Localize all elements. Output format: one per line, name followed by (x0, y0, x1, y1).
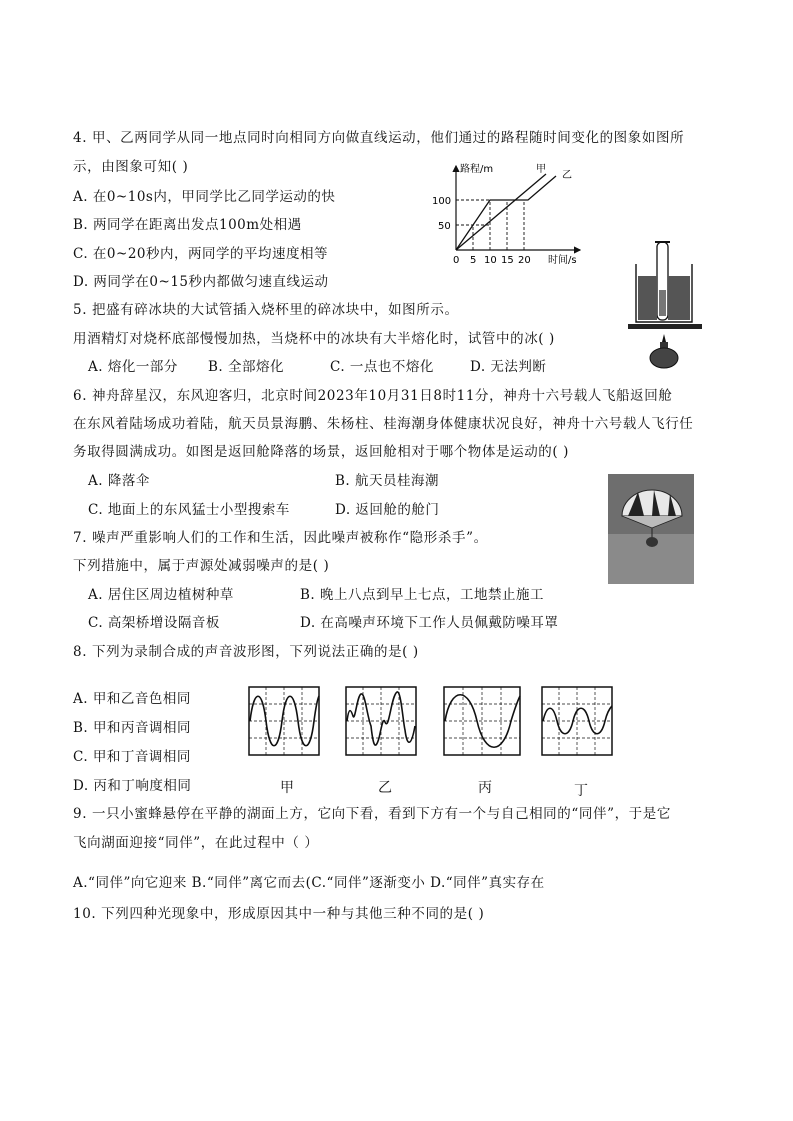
q10-stem-line1: 10. 下列四种光现象中，形成原因其中一种与其他三种不同的是( ) (73, 906, 485, 922)
q8-option-a: A. 甲和乙音色相同 (73, 691, 191, 707)
q4-option-d: D. 两同学在0~15秒内都做匀速直线运动 (73, 274, 329, 290)
x-tick-0: 0 (453, 255, 460, 266)
q5-stem-line2: 用酒精灯对烧杯底部慢慢加热，当烧杯中的冰块有大半熔化时，试管中的冰( ) (73, 331, 555, 347)
q8-option-c: C. 甲和丁音调相同 (73, 749, 191, 765)
q7-option-d: D. 在高噪声环境下工作人员佩戴防噪耳罩 (300, 615, 559, 631)
waveform-yi (345, 686, 417, 756)
q9-stem-line2: 飞向湖面迎接“同伴”，在此过程中（ ） (73, 835, 319, 851)
q6-stem-line1: 6. 神舟辞星汉，东风迎客归，北京时间2023年10月31日8时11分，神舟十六号载人飞船返回舱 (73, 388, 673, 404)
q7-option-c: C. 高架桥增设隔音板 (88, 615, 220, 631)
series-jia-line (456, 174, 546, 250)
crushed-ice-right (668, 276, 690, 320)
q8-stem-line1: 8. 下列为录制合成的声音波形图，下列说法正确的是( ) (73, 644, 419, 660)
q4-stem-line1: 4. 甲、乙两同学从同一地点同时向相同方向做直线运动，他们通过的路程随时间变化的图象如图所 (73, 130, 685, 146)
q4-distance-time-graph (428, 160, 600, 270)
alcohol-lamp (650, 348, 678, 368)
q8-option-b: B. 甲和丙音调相同 (73, 720, 192, 736)
q5-beaker-test-tube-figure (626, 238, 704, 372)
y-tick-50: 50 (438, 221, 451, 232)
lamp-flame (662, 334, 666, 342)
q6-option-c: C. 地面上的东风猛士小型搜索车 (88, 502, 290, 518)
waveform-jia (248, 686, 320, 756)
waveform-label-ding: 丁 (574, 783, 588, 799)
series-yi-label: 乙 (562, 170, 572, 181)
waveform-bing (443, 686, 521, 756)
series-yi-line (456, 176, 556, 250)
q6-option-a: A. 降落伞 (88, 473, 150, 489)
q7-option-b: B. 晚上八点到早上七点，工地禁止施工 (300, 587, 545, 603)
x-tick-5: 5 (470, 255, 477, 266)
q7-stem-line1: 7. 噪声严重影响人们的工作和生活，因此噪声被称作“隐形杀手”。 (73, 530, 488, 546)
q6-option-d: D. 返回舱的舱门 (335, 502, 440, 518)
x-tick-15: 15 (501, 255, 514, 266)
series-jia-label: 甲 (536, 164, 546, 175)
q7-stem-line2: 下列措施中，属于声源处减弱噪声的是( ) (73, 558, 330, 574)
crushed-ice-tube (659, 290, 666, 316)
waveform-label-bing: 丙 (478, 780, 492, 796)
waveform-ding (541, 686, 613, 756)
q5-stem-line1: 5. 把盛有碎冰块的大试管插入烧杯里的碎冰块中，如图所示。 (73, 302, 459, 318)
q4-option-c: C. 在0~20秒内，两同学的平均速度相等 (73, 246, 329, 262)
q8-option-d: D. 丙和丁响度相同 (73, 778, 192, 794)
stand-plate (628, 324, 702, 329)
y-tick-100: 100 (432, 196, 452, 207)
q9-options: A.“同伴”向它迎来 B.“同伴”离它而去(C.“同伴”逐渐变小 D.“同伴”真实存在 (73, 875, 545, 891)
q5-option-b: B. 全部熔化 (208, 359, 285, 375)
q4-stem-line2: 示，由图象可知( ) (73, 159, 189, 175)
q4-option-a: A. 在0~10s内，甲同学比乙同学运动的快 (73, 189, 336, 205)
waveform-label-yi: 乙 (378, 780, 392, 796)
q4-option-b: B. 两同学在距离出发点100m处相遇 (73, 217, 302, 233)
q6-option-b: B. 航天员桂海潮 (335, 473, 440, 489)
q5-option-d: D. 无法判断 (470, 359, 547, 375)
q6-stem-line3: 务取得圆满成功。如图是返回舱降落的场景，返回舱相对于哪个物体是运动的( ) (73, 444, 570, 460)
crushed-ice-left (638, 276, 657, 320)
q7-option-a: A. 居住区周边植树种草 (88, 587, 234, 603)
q5-option-c: C. 一点也不熔化 (330, 359, 434, 375)
q5-option-a: A. 熔化一部分 (88, 359, 178, 375)
graph-ylabel: 路程/m (460, 164, 494, 175)
q9-stem-line1: 9. 一只小蜜蜂悬停在平静的湖面上方，它向下看，看到下方有一个与自己相同的“同伴”，于是它 (73, 806, 671, 822)
x-tick-20: 20 (518, 255, 531, 266)
x-tick-10: 10 (484, 255, 497, 266)
return-capsule (646, 537, 658, 547)
graph-xlabel: 时间/s (548, 255, 577, 266)
q6-stem-line2: 在东风着陆场成功着陆，航天员景海鹏、朱杨柱、桂海潮身体健康状况良好，神舟十六号载人飞行任 (73, 416, 694, 432)
q6-parachute-photo (608, 474, 694, 584)
waveform-label-jia: 甲 (280, 780, 294, 796)
